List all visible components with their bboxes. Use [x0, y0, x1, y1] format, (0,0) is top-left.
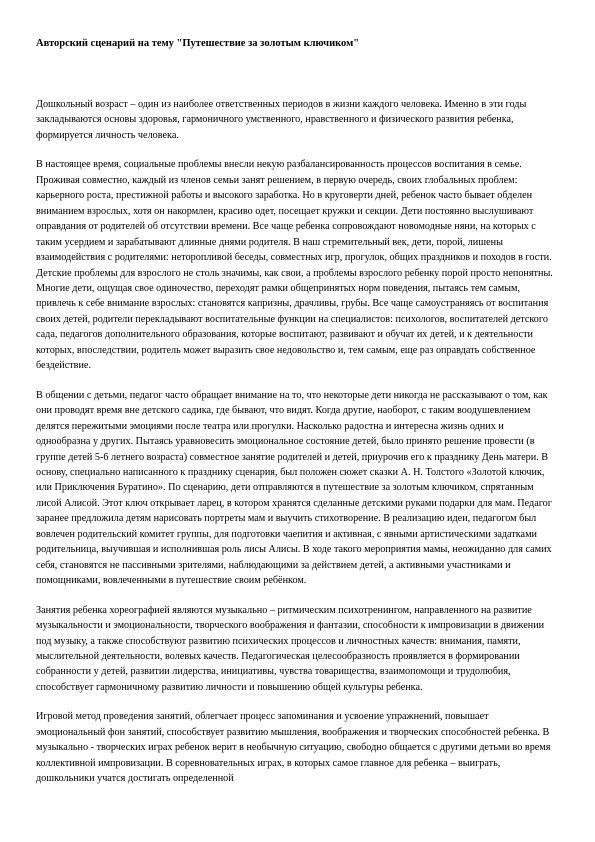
document-title: Авторский сценарий на тему "Путешествие за золотым ключиком": [36, 38, 360, 49]
paragraph-game-method: Игровой метод проведения занятий, облегчает процесс запоминания и усвоение упражнений, повышает эмоциональный фон занятий, способствует развитию мышления, воображения и творческих способностей ребенка. В музыкально - творческих играх ребенок верит в необычную ситуацию, свободно общается с другими детьми во время коллективной импровизации. В соревновательных играх, в которых самое главное для ребенка – выиграть, дошкольники учатся достигать определенной: [36, 711, 551, 785]
paragraph-social-problems: В настоящее время, социальные проблемы внесли некую разбалансированность процессов воспитания в семье. Проживая совместно, каждый из членов семьи занят решением, в первую очередь, своих глобальных проблем: карьерного роста, престижной работы и высокого заработка. Но в круговерти дней, ребенок часто бывает обделен вниманием взрослых, хотя он накормлен, красиво одет, посещает кружки и секции. Дети постоянно выслушивают оправдания от родителей об отсутствии времени. Все чаще ребенка сопровождают новомодные няни, на которых с таким усердием и зарабатывают длинные днями родителя. В наш стремительный век, дети, порой, лишены взаимодействия с родителями: неторопливой беседы, совместных игр, прогулок, общих праздников и походов в гости. Детские проблемы для взрослого не столь значимы, как свои, а проблемы взрослого ребенку порой просто непонятны. Многие дети, ощущая свое одиночество, переходят рамки общепринятых норм поведения, пытаясь тем самым, привлечь к себе внимание взрослых: становятся капризны, драчливы, грубы. Все чаще самоустраняясь от воспитания своих детей, родители перекладывают воспитательные функции на специалистов: психологов, воспитателей детского сада, педагогов дополнительного образования, которые воспитают, развивают и обучат их детей, и к деятельности которых, впоследствии, родитель может выразить свое недовольство и, тем самым, еще раз оправдать собственное бездействие.: [36, 159, 553, 372]
document-body: [36, 97, 559, 787]
paragraph-communication-with-children: В общении с детьми, педагог часто обращает внимание на то, что некоторые дети никогда не рассказывают о том, как они проводят время вне детского садика, где бывают, что видят. Когда другие, наоборот, с таким воодушевлением делятся пережитыми эмоциями после театра или прогулки. Насколько радостна и интересна жизнь одних и однообразна у других. Пытаясь уравновесить эмоциональное состояние детей, было принято решение провести (в группе детей 5-6 летнего возраста) совместное занятие родителей и детей, приурочив его к празднику День матери. В основу, специально написанного к празднику сценария, был положен сюжет сказки А. Н. Толстого «Золотой ключик, или Приключения Буратино». По сценарию, дети отправляются в путешествие за золотым ключиком, спрятанным лисой Алисой. Этот ключ открывает ларец, в котором хранятся сделанные детскими руками подарки для мам. Педагог заранее предложила детям нарисовать портреты мам и выучить стихотворение. В реализацию идеи, педагогом был вовлечен родительский комитет группы, для подготовки чаепития и активная, с явными артистическими задатками родительница, выучившая и исполнившая роль лисы Алисы. В ходе такого мероприятия мамы, неожиданно для самих себя, становятся не пассивными зрителями, наблюдающими за действием детей, а активными участниками и помощниками, вовлеченными в путешествие своим ребёнком.: [36, 389, 552, 587]
paragraph-choreography: Занятия ребенка хореографией являются музыкально – ритмическим психотренингом, направленного на развитие музыкальности и эмоциональности, творческого воображения и фантазии, способности к импровизации в движении под музыку, а также способствуют развитию психических процессов и личностных качеств: внимания, памяти, мыслительной деятельности, волевых качеств. Педагогическая целесообразность проявляется в формировании собранности у детей, развитии лидерства, инициативы, чувства товарищества, взаимопомощи и трудолюбия, способствует гармоничному развитию личности и повышению общей культуры ребенка.: [36, 604, 545, 693]
paragraph-preschool-age: Дошкольный возраст – один из наиболее ответственных периодов в жизни каждого человека. Именно в эти годы закладываются основы здоровья, гармоничного умственного, нравственного и физического развития ребенка, формируется личность человека.: [36, 99, 527, 141]
